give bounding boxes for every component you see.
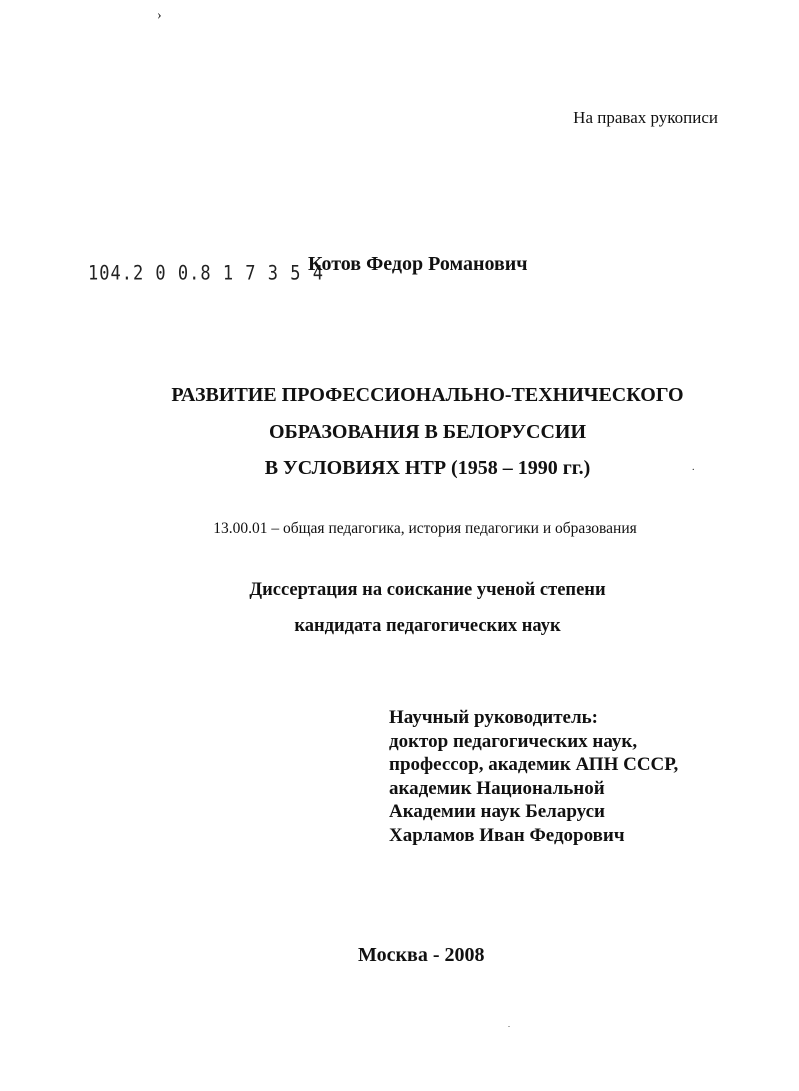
author-name: Котов Федор Романович [308, 253, 528, 275]
supervisor-line: профессор, академик АПН СССР, [389, 754, 679, 775]
supervisor-name: Харламов Иван Федорович [389, 824, 625, 846]
scan-mark-bottom: . [508, 1020, 510, 1029]
archive-stamp-number: 104.2 0 0.8 1 7 3 5 4 [88, 262, 324, 285]
supervisor-line: Академии наук Беларуси [389, 801, 605, 822]
supervisor-line: Научный руководитель: [389, 707, 598, 728]
degree-statement-line: кандидата педагогических наук [294, 616, 561, 636]
specialty-code: 13.00.01 – общая педагогика, история педагогики и образования [213, 520, 637, 537]
supervisor-line: доктор педагогических наук, [389, 730, 638, 752]
rights-notice: На правах рукописи [573, 108, 718, 127]
scan-mark-top: › [157, 8, 162, 23]
dissertation-title-line: В УСЛОВИЯХ НТР (1958 – 1990 гг.) [264, 457, 591, 479]
place-and-year: Москва - 2008 [358, 944, 485, 966]
degree-statement-line: Диссертация на соискание ученой степени [249, 580, 606, 600]
supervisor-block [389, 706, 678, 847]
scan-mark-dot: . [692, 462, 695, 473]
supervisor-line: академик Национальной [389, 777, 605, 799]
dissertation-title-line: ОБРАЗОВАНИЯ В БЕЛОРУССИИ [268, 421, 587, 443]
dissertation-title-line: РАЗВИТИЕ ПРОФЕССИОНАЛЬНО-ТЕХНИЧЕСКОГО [171, 384, 684, 406]
